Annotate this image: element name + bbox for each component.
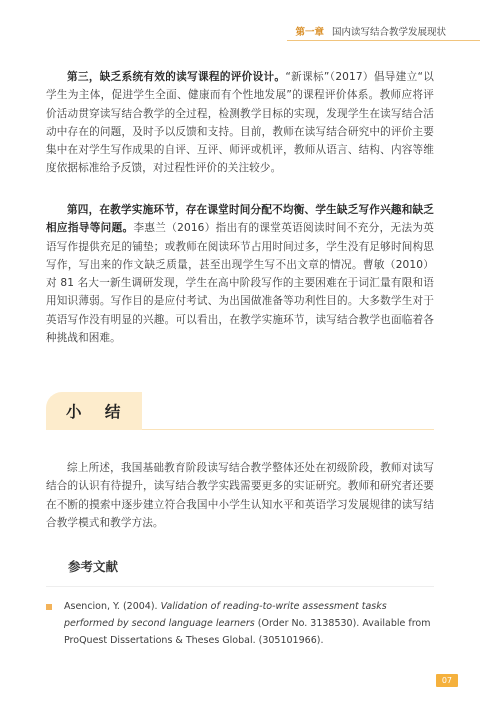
paragraph-lead: 第四，在教学实施环节，存在课堂时间分配不均衡、学生缺乏写作兴趣和缺乏相应指导等问题。 <box>46 204 434 235</box>
section-divider <box>142 429 434 430</box>
paragraph-body: “新课标”（2017）倡导建立“以学生为主体，促进学生全面、健康而有个性地发展”的课程评价体系。教师应将评价活动贯穿读写结合教学的全过程，检测教学目标的实现，发现学生在读写结合活动中存在的问题，及时予以反馈和支持。目前，教师在读写结合研究中的评价主要集中在对学生写作成果的自评、互评、师评或机评，教师从语言、结构、内容等维度依据标准给予反馈，对过程性评价的关注较少。 <box>46 71 435 175</box>
references-divider <box>46 586 434 587</box>
summary-body: 综上所述，我国基础教育阶段读写结合教学整体还处在初级阶段，教师对读写结合的认识有待提升，读写结合教学实践需要更多的实证研究。教师和研究者还要在不断的摸索中逐步建立符合我国中小学生认知水平和英语学习发展规律的读写结合教学模式和教学方法。 <box>46 462 434 529</box>
reference-details: (Order No. 3138530). Available from ProQuest Dissertations & Theses Global. (305101966). <box>64 618 431 646</box>
reference-title: Validation of reading-to-write assessment tasks performed by second language learners <box>64 601 387 629</box>
paragraph-body: 李惠兰（2016）指出有的课堂英语阅读时间不充分，无法为英语写作提供充足的铺垫；或教师在阅读环节占用时间过多，学生没有足够时间构思写作，写出来的作文缺乏质量，甚至出现学生写不出文章的情况。曹敏（2010）对 81 名大一新生调研发现，学生在高中阶段写作的主要困难在于词汇量有限和语用知识薄弱。写作目的是应付考试、为出国做准备等功利性目的。大多数学生对于英语写作没有明显的兴趣。可以看出，在教学实施环节，读写结合教学也面临着各种挑战和困难。 <box>46 222 434 345</box>
paragraph-fourth <box>46 201 434 347</box>
reference-item <box>46 598 434 649</box>
page-number: 07 <box>436 674 458 687</box>
header-rule <box>287 40 480 41</box>
chapter-label: 第一章 <box>295 27 324 38</box>
paragraph-lead: 第三，缺乏系统有效的读写课程的评价设计。 <box>67 71 286 83</box>
summary-paragraph <box>46 459 434 532</box>
paragraph-third <box>46 68 434 178</box>
reference-author: Asencion, Y. (2004). <box>64 601 161 612</box>
chapter-title: 国内读写结合教学发展现状 <box>331 27 446 38</box>
references-heading: 参考文献 <box>68 559 119 574</box>
section-title: 小 结 <box>66 403 130 421</box>
running-header <box>295 24 446 38</box>
square-bullet-icon <box>46 604 52 610</box>
